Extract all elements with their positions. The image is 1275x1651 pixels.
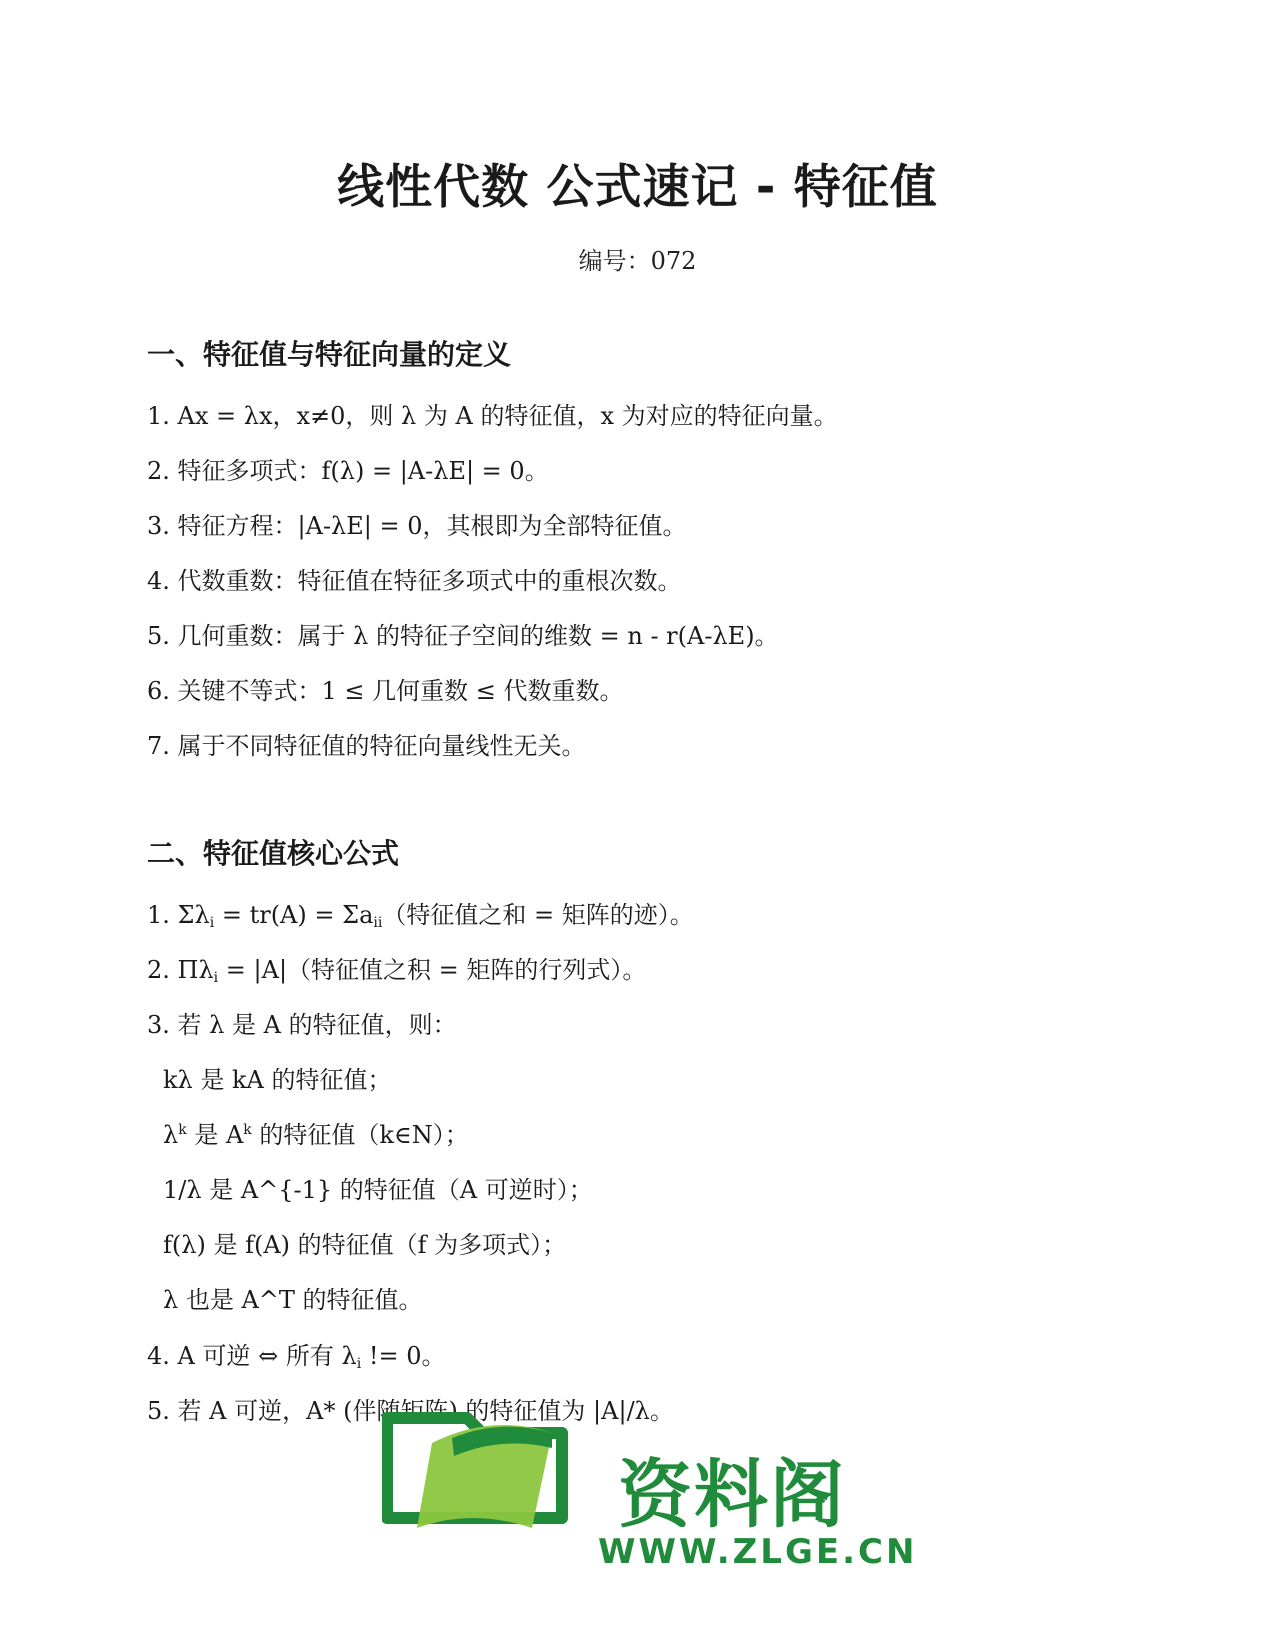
formula-subitem-inverse: 1/λ 是 A^{-1} 的特征值（A 可逆时）；: [163, 1176, 593, 1204]
definition-item-4: 4. 代数重数：特征值在特征多项式中的重根次数。: [147, 567, 682, 595]
document-title: 线性代数 公式速记 - 特征值: [337, 160, 938, 215]
formula-item-3: 3. 若 λ 是 A 的特征值，则：: [147, 1011, 457, 1039]
formula-item-2: 2. $\Pi\lambda_i = |A|$（特征值之积 = 矩阵的行列式）。: [147, 956, 647, 986]
definition-item-1: 1. Ax = λx，x≠0，则 λ 为 A 的特征值，x 为对应的特征向量。: [147, 402, 838, 430]
formula-subitem-transpose: λ 也是 A^T 的特征值。: [163, 1286, 423, 1314]
definition-item-5: 5. 几何重数：属于 λ 的特征子空间的维数 = n - r(A-λE)。: [147, 622, 779, 650]
watermark-name: 资料阁: [618, 1452, 846, 1538]
formula-item-1: 1. $\Sigma\lambda_i = tr(A) = \Sigma a_{ii}$（特征值之和 = 矩阵的迹）。: [147, 901, 694, 931]
formula-subitem-scalar: kλ 是 kA 的特征值；: [163, 1066, 392, 1094]
section-heading-definition: 一、特征值与特征向量的定义: [147, 338, 512, 371]
definition-item-6: 6. 关键不等式：1 ≤ 几何重数 ≤ 代数重数。: [147, 677, 624, 705]
definition-item-3: 3. 特征方程：|A-λE| = 0，其根即为全部特征值。: [147, 512, 687, 540]
formula-item-5: 5. 若 A 可逆，A* (伴随矩阵) 的特征值为 |A|/λ。: [147, 1397, 674, 1425]
formula-item-4: 4. A 可逆 ⇔ 所有 $\lambda_i$ != 0。: [147, 1342, 446, 1372]
watermark-url: WWW.ZLGE.CN: [598, 1532, 918, 1572]
formula-subitem-power: $\lambda^k$ 是 $A^k$ 的特征值（k∈N）；: [163, 1121, 469, 1149]
formula-subitem-polynomial: f(λ) 是 f(A) 的特征值（f 为多项式）；: [163, 1231, 567, 1259]
section-heading-formulas: 二、特征值核心公式: [147, 837, 400, 870]
watermark-logo: [398, 1428, 918, 1588]
definition-item-7: 7. 属于不同特征值的特征向量线性无关。: [147, 732, 586, 760]
document-number: 编号：072: [578, 247, 697, 275]
definition-item-2: 2. 特征多项式：f(λ) = |A-λE| = 0。: [147, 457, 549, 485]
folder-book-icon: [382, 1378, 592, 1528]
